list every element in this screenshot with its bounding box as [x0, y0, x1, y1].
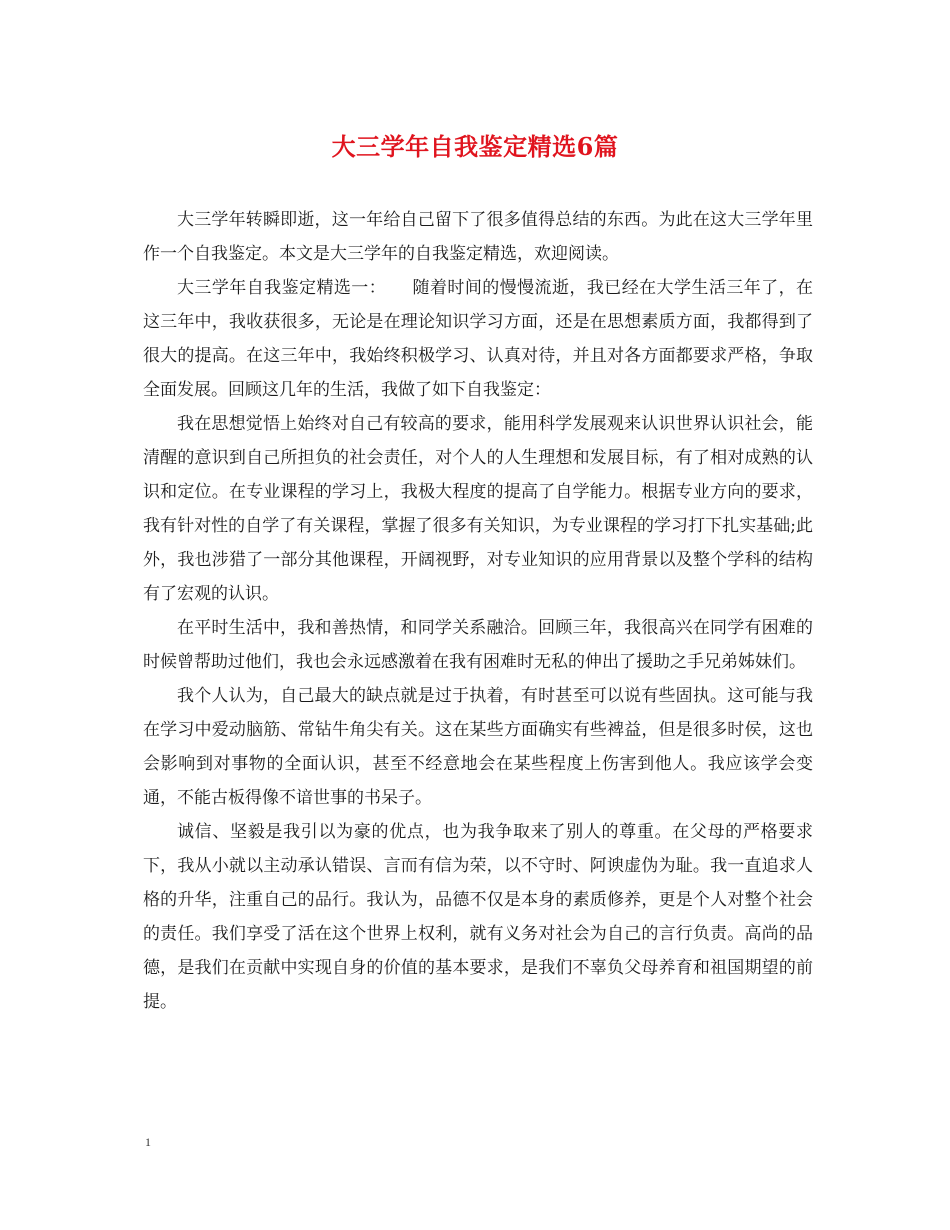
paragraph-integrity: 诚信、坚毅是我引以为豪的优点，也为我争取来了别人的尊重。在父母的严格要求下，我从小就以主动承认错误、言而有信为荣，以不守时、阿谀虚伪为耻。我一直追求人格的升华，注重自己的品行。我认为，品德不仅是本身的素质修养，更是个人对整个社会的责任。我们享受了活在这个世界上权利，就有义务对社会为自己的言行负责。高尚的品德，是我们在贡献中实现自身的价值的基本要求，是我们不辜负父母养育和祖国期望的前提。 — [143, 822, 813, 1012]
paragraph-selection-one: 大三学年自我鉴定精选一： 随着时间的慢慢流逝，我已经在大学生活三年了，在这三年中，我收获很多，无论是在理论知识学习方面，还是在思想素质方面，我都得到了很大的提高。在这三年中，我始终积极学习、认真对待，并且对各方面都要求严格，争取全面发展。回顾这几年的生活，我做了如下自我鉴定： — [143, 278, 813, 400]
paragraph-shortcoming: 我个人认为，自己最大的缺点就是过于执着，有时甚至可以说有些固执。这可能与我在学习中爱动脑筋、常钻牛角尖有关。这在某些方面确实有些裨益，但是很多时侯，这也会影响到对事物的全面认识，甚至不经意地会在某些程度上伤害到他人。我应该学会变通，不能古板得像不谙世事的书呆子。 — [143, 686, 813, 808]
document-body — [143, 203, 813, 1019]
paragraph-thought-study: 我在思想觉悟上始终对自己有较高的要求，能用科学发展观来认识世界认识社会，能清醒的意识到自己所担负的社会责任，对个人的人生理想和发展目标，有了相对成熟的认识和定位。在专业课程的学习上，我极大程度的提高了自学能力。根据专业方向的要求，我有针对性的自学了有关课程，掌握了很多有关知识，为专业课程的学习打下扎实基础;此外，我也涉猎了一部分其他课程，开阔视野，对专业知识的应用背景以及整个学科的结构有了宏观的认识。 — [143, 414, 813, 604]
document-title: 大三学年自我鉴定精选6篇 — [331, 132, 619, 161]
paragraph-intro: 大三学年转瞬即逝，这一年给自己留下了很多值得总结的东西。为此在这大三学年里作一个自我鉴定。本文是大三学年的自我鉴定精选，欢迎阅读。 — [143, 210, 813, 264]
page-number: 1 — [145, 1135, 151, 1149]
paragraph-daily-life: 在平时生活中，我和善热情，和同学关系融洽。回顾三年，我很高兴在同学有困难的时候曾帮助过他们，我也会永远感激着在我有困难时无私的伸出了援助之手兄弟姊妹们。 — [143, 618, 813, 672]
